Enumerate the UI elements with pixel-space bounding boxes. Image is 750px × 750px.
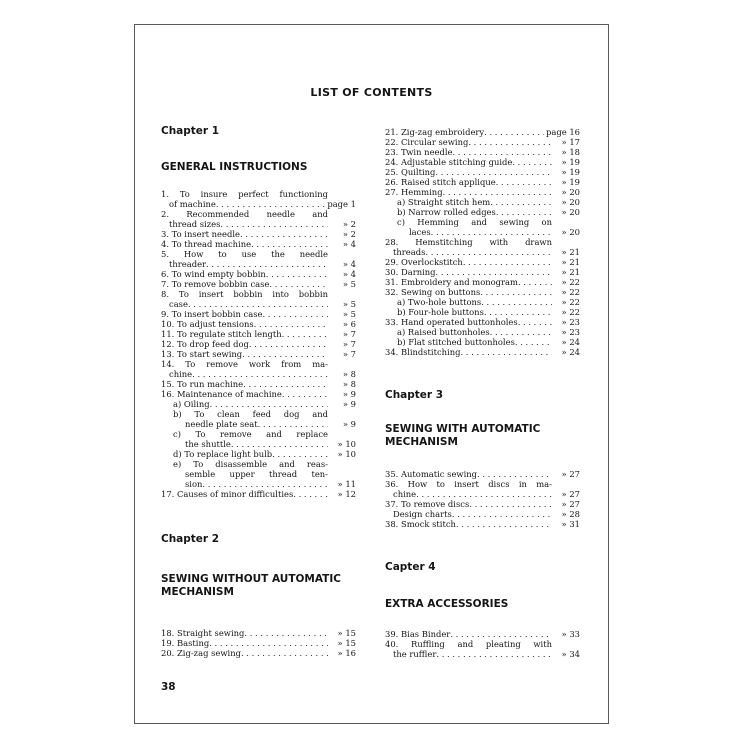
toc-entry-page: » 22	[561, 277, 580, 287]
sewing-with-automatic-heading	[385, 423, 580, 449]
toc-entry	[385, 479, 580, 489]
toc-entry-page: » 12	[337, 489, 356, 499]
toc-entry	[161, 189, 356, 199]
sewing-without-automatic-heading	[161, 573, 356, 599]
dot-leader	[435, 167, 552, 177]
toc-entry	[385, 649, 580, 659]
toc-entry-label: 2. Recommended needle and	[161, 209, 328, 219]
toc-entry-page: » 7	[342, 329, 356, 339]
toc-entry	[161, 628, 356, 638]
toc-entry-page: » 6	[342, 319, 356, 329]
section-2-line-2: MECHANISM	[161, 586, 234, 598]
toc-entry-label: 32. Sewing on buttons	[385, 287, 481, 297]
toc-entry-page: » 23	[561, 317, 580, 327]
chapter-3-entries	[385, 469, 580, 529]
toc-entry	[161, 379, 356, 389]
toc-entry	[161, 399, 356, 409]
toc-entry	[161, 259, 356, 269]
general-instructions-heading: GENERAL INSTRUCTIONS	[161, 161, 308, 173]
dot-leader	[282, 329, 328, 339]
toc-entry-label: d) To replace light bulb	[173, 449, 273, 459]
toc-entry-page: » 22	[561, 297, 580, 307]
toc-entry-label: 9. To insert bobbin case	[161, 309, 263, 319]
dot-leader	[484, 307, 552, 317]
toc-entry-page: » 4	[342, 239, 356, 249]
toc-entry-page: » 4	[342, 269, 356, 279]
toc-entry-page: » 18	[561, 147, 580, 157]
toc-entry-label: the ruffler	[393, 649, 437, 659]
toc-entry-label: 27. Hemming	[385, 187, 443, 197]
toc-entry-label: 25. Quilting	[385, 167, 436, 177]
dot-leader	[496, 207, 552, 217]
toc-entry	[161, 469, 356, 479]
toc-entry	[161, 239, 356, 249]
toc-entry-label: 5. How to use the needle	[161, 249, 328, 259]
toc-entry-page: » 21	[561, 267, 580, 277]
toc-entry	[161, 289, 356, 299]
toc-entry-label: 1. To insure perfect functioning	[161, 189, 328, 199]
dot-leader	[231, 439, 328, 449]
dot-leader	[452, 509, 552, 519]
toc-entry	[385, 469, 580, 479]
dot-leader	[243, 379, 328, 389]
toc-entry	[385, 307, 580, 317]
toc-entry	[385, 167, 580, 177]
toc-entry-page: » 11	[337, 479, 356, 489]
toc-entry-page: » 20	[561, 187, 580, 197]
dot-leader	[192, 369, 328, 379]
dot-leader	[220, 219, 328, 229]
dot-leader	[272, 449, 328, 459]
chapter-3-heading: Chapter 3	[385, 389, 444, 401]
dot-leader	[206, 259, 328, 269]
dot-leader	[477, 469, 552, 479]
toc-entry	[161, 439, 356, 449]
toc-entry-label: b) Flat stitched buttonholes	[397, 337, 515, 347]
toc-entry	[385, 317, 580, 327]
toc-entry-label: Design charts	[393, 509, 452, 519]
manual-page	[134, 24, 609, 724]
toc-entry-page: » 27	[561, 469, 580, 479]
dot-leader	[515, 337, 552, 347]
dot-leader	[452, 147, 552, 157]
toc-entry	[385, 519, 580, 529]
toc-entry	[385, 177, 580, 187]
dot-leader	[202, 479, 328, 489]
toc-entry-label: 37. To remove discs	[385, 499, 470, 509]
toc-entry	[385, 197, 580, 207]
dot-leader	[496, 177, 552, 187]
section-2-line-1: SEWING WITHOUT AUTOMATIC	[161, 573, 341, 585]
toc-entry	[385, 489, 580, 499]
toc-entry-label: thread sizes	[169, 219, 221, 229]
dot-leader	[518, 317, 552, 327]
toc-entry	[385, 509, 580, 519]
toc-entry-page: » 4	[342, 259, 356, 269]
dot-leader	[431, 227, 552, 237]
toc-entry	[385, 297, 580, 307]
toc-entry-page: » 5	[342, 279, 356, 289]
toc-entry-label: 33. Hand operated buttonholes	[385, 317, 518, 327]
toc-entry	[385, 127, 580, 137]
toc-entry-page: » 21	[561, 247, 580, 257]
toc-entry-page: » 22	[561, 307, 580, 317]
dot-leader	[258, 419, 328, 429]
dot-leader	[443, 187, 552, 197]
toc-entry	[161, 279, 356, 289]
chapter-2-entries	[161, 628, 356, 658]
dot-leader	[251, 239, 328, 249]
dot-leader	[266, 269, 328, 279]
dot-leader	[490, 327, 552, 337]
dot-leader	[460, 347, 552, 357]
toc-entry	[385, 227, 580, 237]
toc-entry-page: » 24	[561, 337, 580, 347]
dot-leader	[436, 267, 552, 277]
dot-leader	[512, 157, 552, 167]
toc-entry	[161, 209, 356, 219]
toc-entry-page: » 24	[561, 347, 580, 357]
chapter-1-entries	[161, 189, 356, 499]
toc-entry-page: » 19	[561, 177, 580, 187]
dot-leader	[490, 197, 552, 207]
toc-entry-label: a) Straight stitch hem	[397, 197, 491, 207]
dot-leader	[416, 489, 552, 499]
toc-entry-label: threads	[393, 247, 426, 257]
dot-leader	[293, 489, 328, 499]
dot-leader	[240, 229, 328, 239]
dot-leader	[249, 339, 328, 349]
toc-entry-label: c) To remove and replace	[173, 429, 328, 439]
toc-entry	[385, 207, 580, 217]
toc-entry	[385, 347, 580, 357]
toc-entry-label: case	[169, 299, 188, 309]
dot-leader	[456, 519, 552, 529]
toc-entry-label: 26. Raised stitch applique	[385, 177, 496, 187]
toc-entry-page: » 7	[342, 339, 356, 349]
toc-entry-page: » 8	[342, 379, 356, 389]
toc-entry-label: b) Four-hole buttons	[397, 307, 484, 317]
dot-leader	[216, 199, 325, 209]
toc-entry-label: laces	[409, 227, 431, 237]
toc-entry-label: 39. Bias Binder	[385, 629, 451, 639]
dot-leader	[480, 287, 552, 297]
toc-entry-page: » 19	[561, 157, 580, 167]
toc-entry-label: 16. Maintenance of machine	[161, 389, 282, 399]
chapter-4-heading: Capter 4	[385, 561, 436, 573]
dot-leader	[518, 277, 552, 287]
toc-entry	[385, 247, 580, 257]
toc-entry-page: » 31	[561, 519, 580, 529]
toc-entry-label: needle plate seat	[185, 419, 258, 429]
toc-entry-label: 40. Ruffling and pleating with	[385, 639, 552, 649]
dot-leader	[244, 628, 328, 638]
toc-entry-label: 28. Hemstitching with drawn	[385, 237, 552, 247]
toc-entry	[385, 499, 580, 509]
toc-entry-page: » 34	[561, 649, 580, 659]
toc-entry	[161, 479, 356, 489]
toc-entry-page: » 9	[342, 389, 356, 399]
toc-entry-label: 13. To start sewing	[161, 349, 243, 359]
chapter-2-heading: Chapter 2	[161, 533, 220, 545]
toc-entry-label: 10. To adjust tensions	[161, 319, 254, 329]
toc-entry-page: » 2	[342, 229, 356, 239]
dot-leader	[436, 649, 552, 659]
toc-entry-label: 6. To wind empty bobbin	[161, 269, 266, 279]
toc-entry	[385, 277, 580, 287]
toc-entry	[161, 299, 356, 309]
page-number: 38	[161, 681, 176, 693]
toc-entry	[385, 629, 580, 639]
toc-entry-label: a) Oiling	[173, 399, 210, 409]
toc-entry-label: 19. Basting	[161, 638, 210, 648]
toc-entry	[161, 459, 356, 469]
toc-entry-page: » 19	[561, 167, 580, 177]
toc-entry	[385, 137, 580, 147]
toc-entry	[161, 219, 356, 229]
toc-entry-label: 30. Darning	[385, 267, 436, 277]
dot-leader	[425, 247, 552, 257]
toc-entry-label: b) Narrow rolled edges	[397, 207, 496, 217]
toc-entry	[161, 339, 356, 349]
toc-entry	[161, 389, 356, 399]
toc-entry-label: 36. How to insert discs in ma-	[385, 479, 552, 489]
dot-leader	[188, 299, 328, 309]
toc-entry-label: 17. Causes of minor difficulties	[161, 489, 294, 499]
toc-entry-page: » 20	[561, 207, 580, 217]
dot-leader	[209, 638, 328, 648]
toc-entry-page: » 9	[342, 399, 356, 409]
toc-entry-label: of machine	[169, 199, 216, 209]
dot-leader	[254, 319, 328, 329]
toc-entry-label: 11. To regulate stitch length	[161, 329, 282, 339]
toc-entry-label: a) Raised buttonholes	[397, 327, 490, 337]
toc-entry-page: » 7	[342, 349, 356, 359]
toc-entry-label: 23. Twin needle	[385, 147, 453, 157]
toc-entry-label: e) To disassemble and reas-	[173, 459, 328, 469]
toc-entry	[385, 157, 580, 167]
dot-leader	[463, 257, 552, 267]
dot-leader	[269, 279, 328, 289]
toc-entry-label: 20. Zig-zag sewing	[161, 648, 241, 658]
toc-entry-label: 31. Embroidery and monogram	[385, 277, 518, 287]
toc-entry-label: threader	[169, 259, 207, 269]
toc-entry	[161, 249, 356, 259]
toc-entry	[161, 449, 356, 459]
toc-entry-page: » 5	[342, 309, 356, 319]
toc-entry-label: 34. Blindstitching	[385, 347, 461, 357]
toc-entry-label: c) Hemming and sewing on	[397, 217, 552, 227]
toc-entry-label: chine	[393, 489, 417, 499]
toc-entry-page: » 27	[561, 499, 580, 509]
dot-leader	[450, 629, 552, 639]
toc-entry	[161, 359, 356, 369]
toc-entry	[161, 489, 356, 499]
toc-entry-page: » 2	[342, 219, 356, 229]
toc-entry	[385, 337, 580, 347]
toc-entry	[385, 639, 580, 649]
toc-entry-label: a) Two-hole buttons	[397, 297, 482, 307]
toc-entry	[161, 638, 356, 648]
chapter-4-entries	[385, 629, 580, 659]
toc-entry-page: » 9	[342, 419, 356, 429]
toc-entry	[161, 409, 356, 419]
toc-entry-page: » 22	[561, 287, 580, 297]
toc-entry	[385, 187, 580, 197]
toc-entry-label: semble upper thread ten-	[185, 469, 328, 479]
toc-entry-page: » 23	[561, 327, 580, 337]
toc-entry-page: » 16	[337, 648, 356, 658]
toc-entry	[385, 217, 580, 227]
chapter-1-heading: Chapter 1	[161, 125, 220, 137]
toc-entry-label: the shuttle	[185, 439, 231, 449]
dot-leader	[282, 389, 328, 399]
dot-leader	[481, 297, 552, 307]
toc-entry-label: chine	[169, 369, 193, 379]
toc-entry-page: » 5	[342, 299, 356, 309]
toc-entry	[161, 329, 356, 339]
toc-entry-label: 14. To remove work from ma-	[161, 359, 328, 369]
toc-entry	[385, 267, 580, 277]
toc-entry-page: » 8	[342, 369, 356, 379]
dot-leader	[242, 349, 328, 359]
toc-entry	[385, 257, 580, 267]
toc-entry	[385, 327, 580, 337]
toc-entry	[161, 349, 356, 359]
chapter-2-continued-entries	[385, 127, 580, 357]
toc-entry-page: page 1	[327, 199, 356, 209]
toc-entry-page: » 20	[561, 227, 580, 237]
toc-entry-label: 29. Overlockstitch	[385, 257, 463, 267]
toc-entry-label: 3. To insert needle	[161, 229, 240, 239]
toc-entry-page: » 15	[337, 628, 356, 638]
page-title: LIST OF CONTENTS	[310, 86, 433, 99]
toc-entry-label: 7. To remove bobbin case	[161, 279, 270, 289]
toc-entry-page: » 33	[561, 629, 580, 639]
dot-leader	[484, 127, 544, 137]
toc-entry	[385, 147, 580, 157]
toc-entry-page: » 10	[337, 439, 356, 449]
toc-entry	[161, 269, 356, 279]
dot-leader	[468, 137, 552, 147]
toc-entry-label: 35. Automatic sewing	[385, 469, 478, 479]
toc-entry-label: b) To clean feed dog and	[173, 409, 328, 419]
toc-entry-page: page 16	[546, 127, 580, 137]
toc-entry-label: 21. Zig-zag embroidery	[385, 127, 485, 137]
section-3-line-1: SEWING WITH AUTOMATIC	[385, 423, 541, 435]
toc-entry-label: 24. Adjustable stitching guide	[385, 157, 513, 167]
toc-entry-page: » 28	[561, 509, 580, 519]
section-3-line-2: MECHANISM	[385, 436, 458, 448]
toc-entry-page: » 15	[337, 638, 356, 648]
toc-entry	[385, 237, 580, 247]
toc-entry	[161, 419, 356, 429]
toc-entry-page: » 21	[561, 257, 580, 267]
toc-entry-label: 4. To thread machine	[161, 239, 252, 249]
dot-leader	[262, 309, 328, 319]
toc-entry	[161, 309, 356, 319]
dot-leader	[210, 399, 328, 409]
toc-entry-label: 8. To insert bobbin into bobbin	[161, 289, 328, 299]
toc-entry-label: 18. Straight sewing	[161, 628, 245, 638]
toc-entry	[161, 319, 356, 329]
dot-leader	[241, 648, 328, 658]
toc-entry-page: » 27	[561, 489, 580, 499]
toc-entry	[161, 648, 356, 658]
toc-entry	[385, 287, 580, 297]
toc-entry	[161, 199, 356, 209]
toc-entry-label: 38. Smock stitch	[385, 519, 456, 529]
toc-entry-page: » 20	[561, 197, 580, 207]
dot-leader	[469, 499, 552, 509]
toc-entry	[161, 229, 356, 239]
toc-entry-label: 12. To drop feed dog	[161, 339, 249, 349]
extra-accessories-heading: EXTRA ACCESSORIES	[385, 598, 509, 610]
toc-entry-label: 22. Circular sewing	[385, 137, 469, 147]
toc-entry-page: » 17	[561, 137, 580, 147]
toc-entry-label: 15. To run machine	[161, 379, 244, 389]
toc-entry	[161, 429, 356, 439]
toc-entry-label: sion	[185, 479, 203, 489]
toc-entry-page: » 10	[337, 449, 356, 459]
toc-entry	[161, 369, 356, 379]
